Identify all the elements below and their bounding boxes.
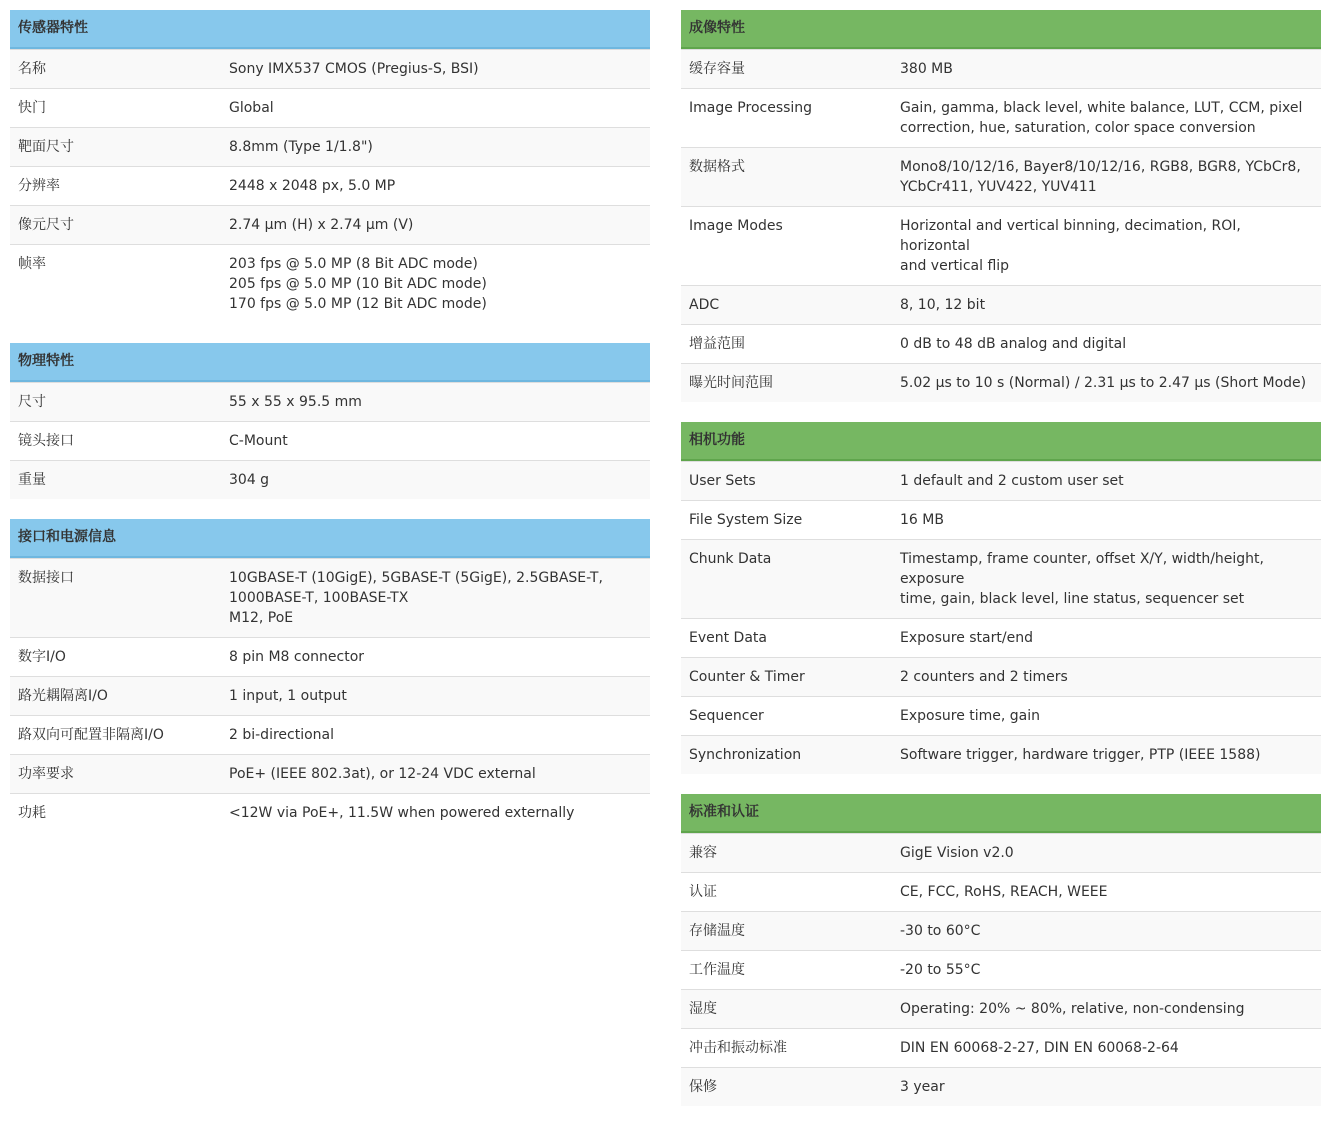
spec-value: 8, 10, 12 bit (900, 297, 986, 313)
table-row (681, 735, 1321, 774)
spec-key: Event Data (689, 630, 767, 646)
table-row (681, 696, 1321, 735)
section-header: 标准和认证 (681, 794, 1321, 833)
table-row (681, 539, 1321, 618)
spec-value: Timestamp, frame counter, offset X/Y, width/height, exposure time, gain, black level, line status, sequencer set (900, 551, 1264, 607)
spec-value: 2448 x 2048 px, 5.0 MP (229, 178, 396, 194)
spec-key: 像元尺寸 (18, 217, 74, 233)
table-row (681, 833, 1321, 872)
table-row (10, 793, 650, 832)
spec-key: 快门 (18, 100, 46, 116)
table-row (681, 363, 1321, 402)
section-header: 相机功能 (681, 422, 1321, 461)
spec-value: 1 default and 2 custom user set (900, 473, 1124, 489)
spec-value: DIN EN 60068-2-27, DIN EN 60068-2-64 (900, 1040, 1179, 1056)
table-row (10, 754, 650, 793)
spec-key: File System Size (689, 512, 803, 528)
spec-key: 湿度 (689, 1001, 717, 1017)
spec-value: 2 bi-directional (229, 727, 335, 743)
table-row (681, 500, 1321, 539)
table-row (681, 461, 1321, 500)
spec-value: GigE Vision v2.0 (900, 845, 1014, 861)
table-row (681, 147, 1321, 206)
spec-value: Sony IMX537 CMOS (Pregius-S, BSI) (229, 61, 479, 77)
spec-value: 380 MB (900, 61, 953, 77)
table-row (681, 206, 1321, 285)
spec-value: Global (229, 100, 274, 116)
table-sensor (10, 10, 650, 323)
table-row (681, 989, 1321, 1028)
section-header: 物理特性 (10, 343, 650, 382)
spec-value: Exposure start/end (900, 630, 1033, 646)
spec-key: 数字I/O (18, 649, 66, 665)
table-row (10, 88, 650, 127)
spec-value: 10GBASE-T (10GigE), 5GBASE-T (5GigE), 2.5GBASE-T, 1000BASE-T, 100BASE-TX M12, PoE (229, 570, 603, 626)
spec-value: 3 year (900, 1079, 945, 1095)
right-column (681, 10, 1321, 1126)
spec-value: 304 g (229, 472, 270, 488)
spec-value: 2.74 µm (H) x 2.74 µm (V) (229, 217, 414, 233)
spec-key: 工作温度 (689, 962, 745, 978)
spec-value: Gain, gamma, black level, white balance, LUT, CCM, pixel correction, hue, saturation, color space conversion (900, 100, 1303, 136)
spec-key: User Sets (689, 473, 756, 489)
table-imaging (681, 10, 1321, 402)
table-row (10, 205, 650, 244)
spec-key: 保修 (689, 1079, 717, 1095)
table-row (681, 324, 1321, 363)
table-standards (681, 794, 1321, 1106)
spec-key: ADC (689, 297, 720, 313)
spec-key: Synchronization (689, 747, 802, 763)
spec-key: 增益范围 (689, 336, 745, 352)
spec-value: 0 dB to 48 dB analog and digital (900, 336, 1127, 352)
spec-value: Horizontal and vertical binning, decimation, ROI, horizontal and vertical flip (900, 218, 1241, 274)
table-row (10, 715, 650, 754)
spec-key: 冲击和振动标准 (689, 1040, 787, 1056)
spec-key: 曝光时间范围 (689, 375, 773, 391)
spec-key: Sequencer (689, 708, 764, 724)
left-column (10, 10, 650, 852)
table-camera-functions (681, 422, 1321, 774)
table-row (681, 1028, 1321, 1067)
table-row (10, 460, 650, 499)
table-physical (10, 343, 650, 499)
table-row (681, 657, 1321, 696)
spec-key: 镜头接口 (18, 433, 74, 449)
spec-value: C-Mount (229, 433, 288, 449)
table-row (10, 244, 650, 323)
spec-key: 数据接口 (18, 570, 74, 586)
spec-key: 数据格式 (689, 159, 745, 175)
table-row (10, 166, 650, 205)
table-row (681, 285, 1321, 324)
spec-value: -20 to 55°C (900, 962, 981, 978)
spec-value: 5.02 µs to 10 s (Normal) / 2.31 µs to 2.47 µs (Short Mode) (900, 375, 1307, 391)
spec-key: 名称 (18, 61, 46, 77)
spec-value: 2 counters and 2 timers (900, 669, 1068, 685)
spec-value: 55 x 55 x 95.5 mm (229, 394, 362, 410)
spec-key: 认证 (689, 884, 717, 900)
spec-key: Chunk Data (689, 551, 772, 567)
table-row (681, 950, 1321, 989)
table-row (10, 127, 650, 166)
spec-value: Exposure time, gain (900, 708, 1041, 724)
table-row (681, 49, 1321, 88)
spec-key: 路光耦隔离I/O (18, 688, 108, 704)
spec-value: 1 input, 1 output (229, 688, 347, 704)
spec-key: 路双向可配置非隔离I/O (18, 727, 164, 743)
spec-key: 功耗 (18, 805, 46, 821)
spec-key: 靶面尺寸 (18, 139, 74, 155)
table-row (10, 49, 650, 88)
spec-key: 分辨率 (18, 178, 60, 194)
spec-value: 16 MB (900, 512, 944, 528)
spec-value: <12W via PoE+, 11.5W when powered externally (229, 805, 575, 821)
table-row (681, 1067, 1321, 1106)
table-row (10, 637, 650, 676)
spec-key: 功率要求 (18, 766, 74, 782)
table-interface (10, 519, 650, 832)
spec-value: CE, FCC, RoHS, REACH, WEEE (900, 884, 1108, 900)
table-row (10, 558, 650, 637)
spec-value: 203 fps @ 5.0 MP (8 Bit ADC mode) 205 fps @ 5.0 MP (10 Bit ADC mode) 170 fps @ 5.0 MP (12 Bit ADC mode) (229, 256, 487, 312)
spec-key: 缓存容量 (689, 61, 745, 77)
section-header: 成像特性 (681, 10, 1321, 49)
table-row (681, 872, 1321, 911)
spec-value: Software trigger, hardware trigger, PTP (IEEE 1588) (900, 747, 1261, 763)
spec-value: 8.8mm (Type 1/1.8") (229, 139, 373, 155)
spec-key: Counter & Timer (689, 669, 805, 685)
spec-value: Operating: 20% ~ 80%, relative, non-condensing (900, 1001, 1245, 1017)
spec-key: Image Modes (689, 218, 783, 234)
spec-value: PoE+ (IEEE 802.3at), or 12-24 VDC external (229, 766, 536, 782)
table-row (10, 382, 650, 421)
section-header: 传感器特性 (10, 10, 650, 49)
spec-key: Image Processing (689, 100, 813, 116)
table-row (681, 911, 1321, 950)
table-row (681, 88, 1321, 147)
spec-key: 尺寸 (18, 394, 46, 410)
section-header: 接口和电源信息 (10, 519, 650, 558)
table-row (10, 421, 650, 460)
spec-value: -30 to 60°C (900, 923, 981, 939)
spec-value: Mono8/10/12/16, Bayer8/10/12/16, RGB8, BGR8, YCbCr8, YCbCr411, YUV422, YUV411 (900, 159, 1301, 195)
table-row (10, 676, 650, 715)
spec-key: 重量 (18, 472, 46, 488)
spec-key: 帧率 (18, 256, 46, 272)
spec-value: 8 pin M8 connector (229, 649, 365, 665)
spec-key: 兼容 (689, 845, 717, 861)
spec-key: 存储温度 (689, 923, 745, 939)
table-row (681, 618, 1321, 657)
